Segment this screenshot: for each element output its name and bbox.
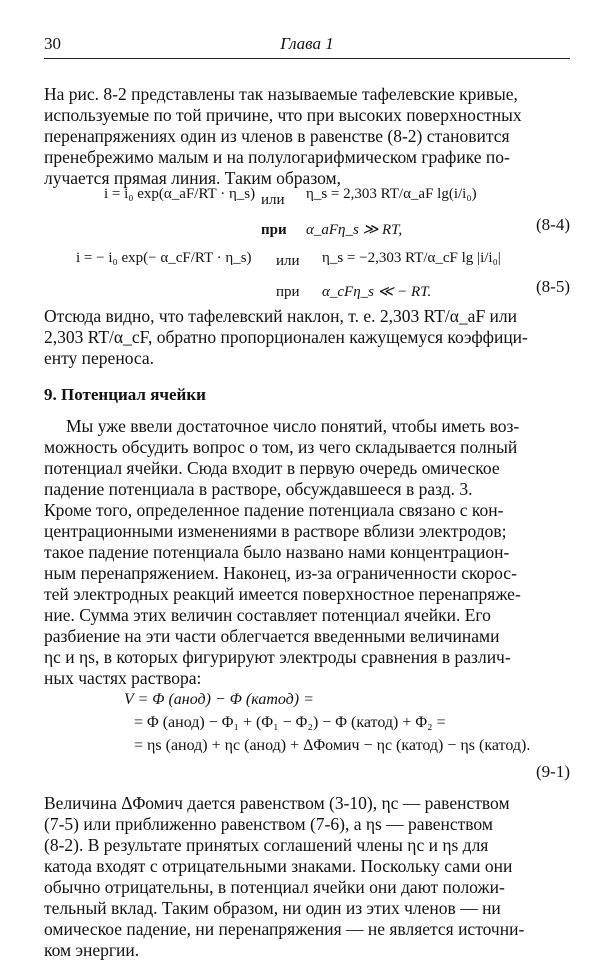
text-line: тельный вклад. Таким образом, ни один из этих членов — ни (44, 898, 501, 918)
equation-8-4-left: i = i₀ exp(α_aF/RT · η_s) (104, 186, 256, 202)
text-line: Величина ΔΦомич дается равенством (3-10), ηc — равенством (44, 793, 510, 813)
text-line: 2,303 RT/α_cF, обратно пропорционален кажущемуся коэффици- (44, 327, 528, 347)
equation-number-8-4: (8-4) (536, 215, 570, 234)
text-line: Мы уже ввели достаточное число понятий, чтобы иметь воз- (66, 416, 520, 436)
equation-8-5-or: или (276, 253, 300, 269)
text-line: енту переноса. (44, 348, 154, 368)
text-line: Кроме того, определенное падение потенциала связано с кон- (44, 500, 504, 520)
text-line: ных частях раствора: (44, 668, 202, 688)
page-header (44, 34, 570, 56)
equation-8-5-pri: при (276, 284, 300, 300)
equation-number-8-5: (8-5) (536, 277, 570, 296)
text-line: ным перенапряжением. Наконец, из-за ограниченности скорос- (44, 563, 517, 583)
text-line: лучается прямая линия. Таким образом, (44, 168, 341, 188)
text-line: разбиение на эти части облегчается введенными величинами (44, 626, 500, 646)
text-line: (7-5) или приближенно равенством (7-6), а ηs — равенством (44, 814, 493, 834)
text-line: обычно отрицательны, в потенциал ячейки они дают положи- (44, 877, 505, 897)
equation-number-9-1: (9-1) (536, 762, 570, 781)
text-line: перенапряжениях один из членов в равенстве (8-2) становится (44, 126, 510, 146)
page-number: 30 (44, 34, 61, 53)
equation-8-4-or: или (261, 192, 285, 208)
text-line: тей электродных реакций имеется поверхностное перенапряже- (44, 584, 521, 604)
text-line: ком энергии. (44, 940, 140, 960)
equation-9-1-line1: V = Φ (анод) − Φ (катод) = (124, 691, 314, 708)
equation-8-4-right: η_s = 2,303 RT/α_aF lg(i/i₀) (306, 186, 477, 202)
equation-9-1-line3: = ηs (анод) + ηc (анод) + ΔΦомич − ηc (катод) − ηs (катод). (134, 737, 531, 754)
equation-8-4-pri: при (261, 222, 287, 238)
text-line: падение потенциала в растворе, обсуждавшееся в разд. 3. (44, 479, 473, 499)
text-line: ηc и ηs, в которых фигурируют электроды сравнения в различ- (44, 647, 511, 667)
header-rule (44, 58, 570, 59)
text-line: катода входят с отрицательными знаками. Поскольку сами они (44, 856, 513, 876)
equation-8-5-right: η_s = −2,303 RT/α_cF lg |i/i₀| (322, 250, 501, 266)
text-line: На рис. 8-2 представлены так называемые тафелевские кривые, (44, 84, 518, 104)
text-line: потенциал ячейки. Сюда входит в первую очередь омическое (44, 458, 500, 478)
text-line: (8-2). В результате принятых соглашений члены ηc и ηs для (44, 835, 489, 855)
text-line: используемые по той причине, что при высоких поверхностных (44, 105, 522, 125)
text-line: ние. Сумма этих величин составляет потенциал ячейки. Его (44, 605, 491, 625)
chapter-title: Глава 1 (280, 34, 334, 53)
equation-8-4-condition: α_aFη_s ≫ RT, (306, 222, 403, 238)
equation-8-5-condition: α_cFη_s ≪ − RT. (322, 284, 432, 300)
section-heading: 9. Потенциал ячейки (44, 385, 206, 404)
text-line: центрационными изменениями в растворе вблизи электродов; (44, 521, 507, 541)
text-line: можность обсудить вопрос о том, из чего складывается полный (44, 437, 518, 457)
text-line: такое падение потенциала было названо нами концентрацион- (44, 542, 510, 562)
text-line: омическое падение, ни перенапряжения — не является источни- (44, 919, 525, 939)
text-line: Отсюда видно, что тафелевский наклон, т. е. 2,303 RT/α_aF или (44, 306, 518, 326)
equation-8-5-left: i = − i₀ exp(− α_cF/RT · η_s) (76, 250, 252, 266)
equation-9-1-line2: = Φ (анод) − Φ₁ + (Φ₁ − Φ₂) − Φ (катод) + Φ₂ = (134, 714, 446, 731)
text-line: пренебрежимо малым и на полулогарифмическом графике по- (44, 147, 510, 167)
